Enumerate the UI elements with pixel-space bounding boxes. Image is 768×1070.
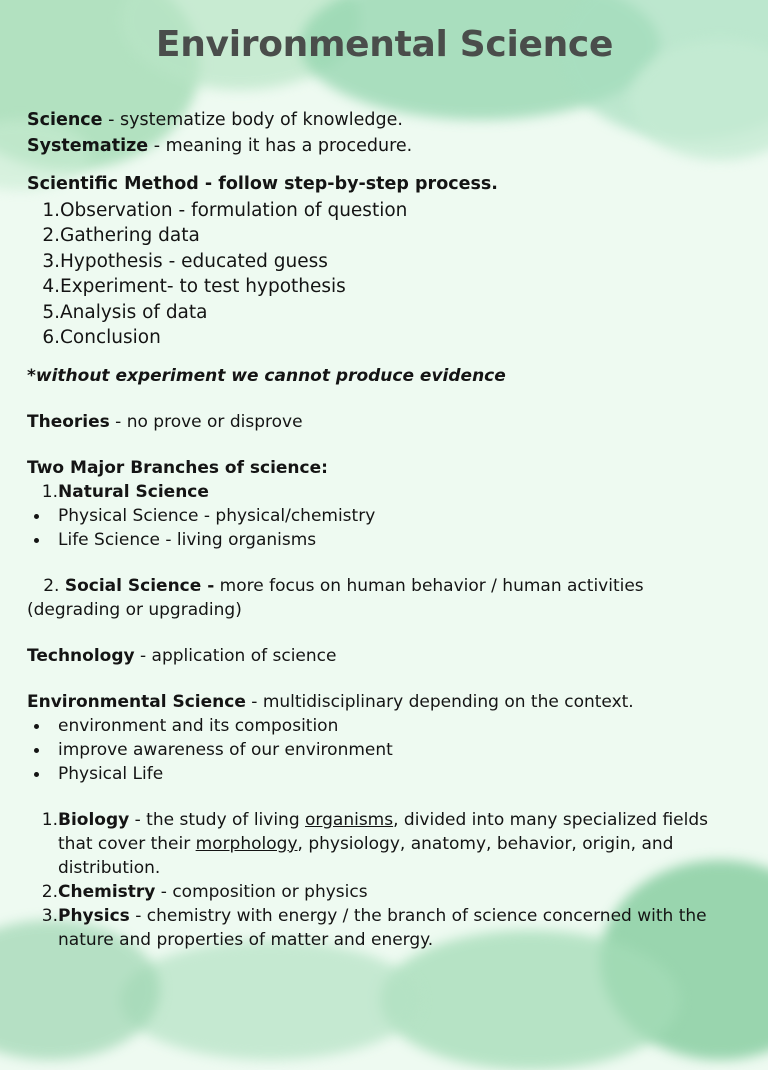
page-title: Environmental Science bbox=[155, 24, 614, 65]
definition-theories: Theories - no prove or disprove bbox=[27, 411, 303, 432]
list-item: 3. Physics - chemistry with energy / the branch of science concerned with the nature and properties of matter and energy. bbox=[41, 905, 707, 950]
branches-heading: Two Major Branches of science: bbox=[27, 457, 328, 478]
evidence-note: *without experiment we cannot produce evidence bbox=[27, 365, 506, 386]
branches-list bbox=[27, 480, 742, 504]
list-item: 1. Natural Science bbox=[41, 481, 209, 502]
list-item: 1. Observation - formulation of question bbox=[42, 199, 408, 221]
list-item: environment and its composition bbox=[27, 714, 742, 738]
list-item: 2. Chemistry - composition or physics bbox=[41, 881, 368, 902]
environmental-science-list bbox=[27, 714, 742, 786]
natural-science-list bbox=[27, 504, 742, 552]
list-item: 3. Hypothesis - educated guess bbox=[42, 250, 328, 272]
list-item: 2. Gathering data bbox=[42, 225, 200, 246]
definition-environmental-science: Environmental Science - multidisciplinary depending on the context. bbox=[27, 691, 634, 712]
list-item: Life Science - living organisms bbox=[27, 528, 742, 552]
fields-list bbox=[27, 808, 742, 952]
list-item: 5. Analysis of data bbox=[42, 301, 208, 323]
definition-systematize: Systematize - meaning it has a procedure. bbox=[27, 135, 413, 156]
definition-science: Science - systematize body of knowledge. bbox=[27, 110, 403, 130]
definition-technology: Technology - application of science bbox=[27, 645, 337, 666]
social-science-item: 2. Social Science - more focus on human behavior / human activities (degrading or upgrading) bbox=[27, 575, 644, 620]
list-item: improve awareness of our environment bbox=[27, 738, 742, 762]
list-item: Physical Science - physical/chemistry bbox=[27, 504, 742, 528]
list-item: 4. Experiment- to test hypothesis bbox=[42, 276, 346, 297]
list-item: 1. Biology - the study of living organisms, divided into many specialized fields that cover their morphology, physiology, anatomy, behavior, origin, and distribution. bbox=[41, 809, 708, 878]
method-steps bbox=[27, 198, 742, 351]
list-item: Physical Life bbox=[27, 762, 742, 786]
method-heading: Scientific Method - follow step-by-step process. bbox=[27, 174, 498, 194]
list-item: 6. Conclusion bbox=[42, 327, 161, 348]
document-body bbox=[27, 20, 742, 952]
